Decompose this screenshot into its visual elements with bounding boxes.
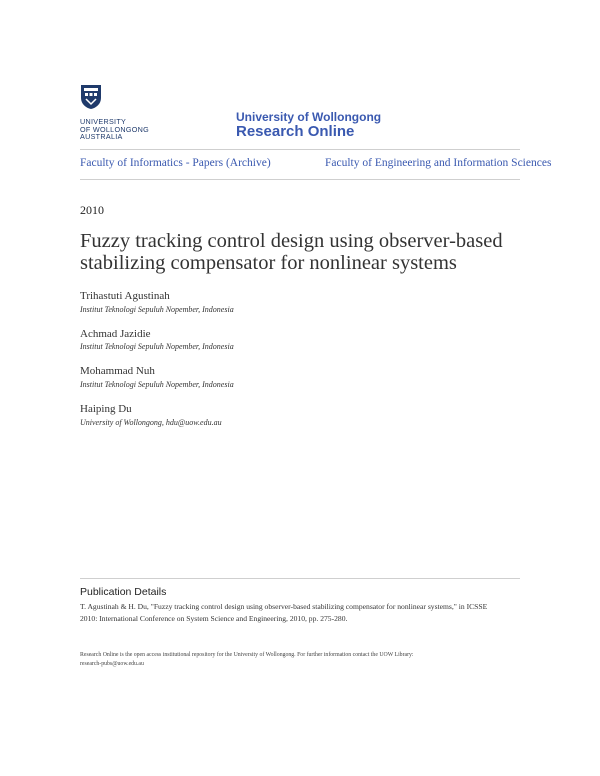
logo-wordmark: UNIVERSITY OF WOLLONGONG AUSTRALIA: [80, 117, 149, 142]
university-name[interactable]: University of Wollongong: [236, 110, 382, 124]
divider-bottom: [80, 179, 520, 180]
author-affiliation: University of Wollongong, hdu@uow.edu.au: [80, 418, 222, 427]
faculty-engineering-link[interactable]: Faculty of Engineering and Information Sciences: [325, 157, 552, 169]
author-name: Achmad Jazidie: [80, 328, 151, 340]
publication-details-text: T. Agustinah & H. Du, "Fuzzy tracking control design using observer-based stabilizing compensator for nonlinear systems," in ICSSE 2010: International Conference on System Science and Engineering, 2010, pp. 275-280.: [80, 602, 488, 623]
author-name: Haiping Du: [80, 403, 132, 415]
divider-top: [80, 149, 520, 150]
author-name: Trihastuti Agustinah: [80, 290, 170, 302]
paper-title[interactable]: Fuzzy tracking control design using observer-based stabilizing compensator for nonlinear systems: [80, 230, 503, 274]
divider-publication: [80, 578, 520, 579]
research-online-link[interactable]: Research Online: [236, 123, 355, 140]
author-affiliation: Institut Teknologi Sepuluh Nopember, Indonesia: [80, 305, 234, 314]
author-name: Mohammad Nuh: [80, 365, 155, 377]
author-affiliation: Institut Teknologi Sepuluh Nopember, Indonesia: [80, 342, 234, 351]
repository-footer: Research Online is the open access institutional repository for the University of Wollongong. For further information contact the UOW Library: research-pubs@uow.edu.au: [80, 651, 520, 669]
uow-crest-icon: [80, 84, 102, 110]
uow-logo: [80, 84, 152, 141]
author-affiliation: Institut Teknologi Sepuluh Nopember, Indonesia: [80, 380, 234, 389]
publication-year: 2010: [80, 203, 104, 217]
publication-details-heading: Publication Details: [80, 586, 167, 598]
library-email-link[interactable]: research-pubs@uow.edu.au: [80, 661, 144, 667]
faculty-informatics-link[interactable]: Faculty of Informatics - Papers (Archive): [80, 157, 271, 169]
